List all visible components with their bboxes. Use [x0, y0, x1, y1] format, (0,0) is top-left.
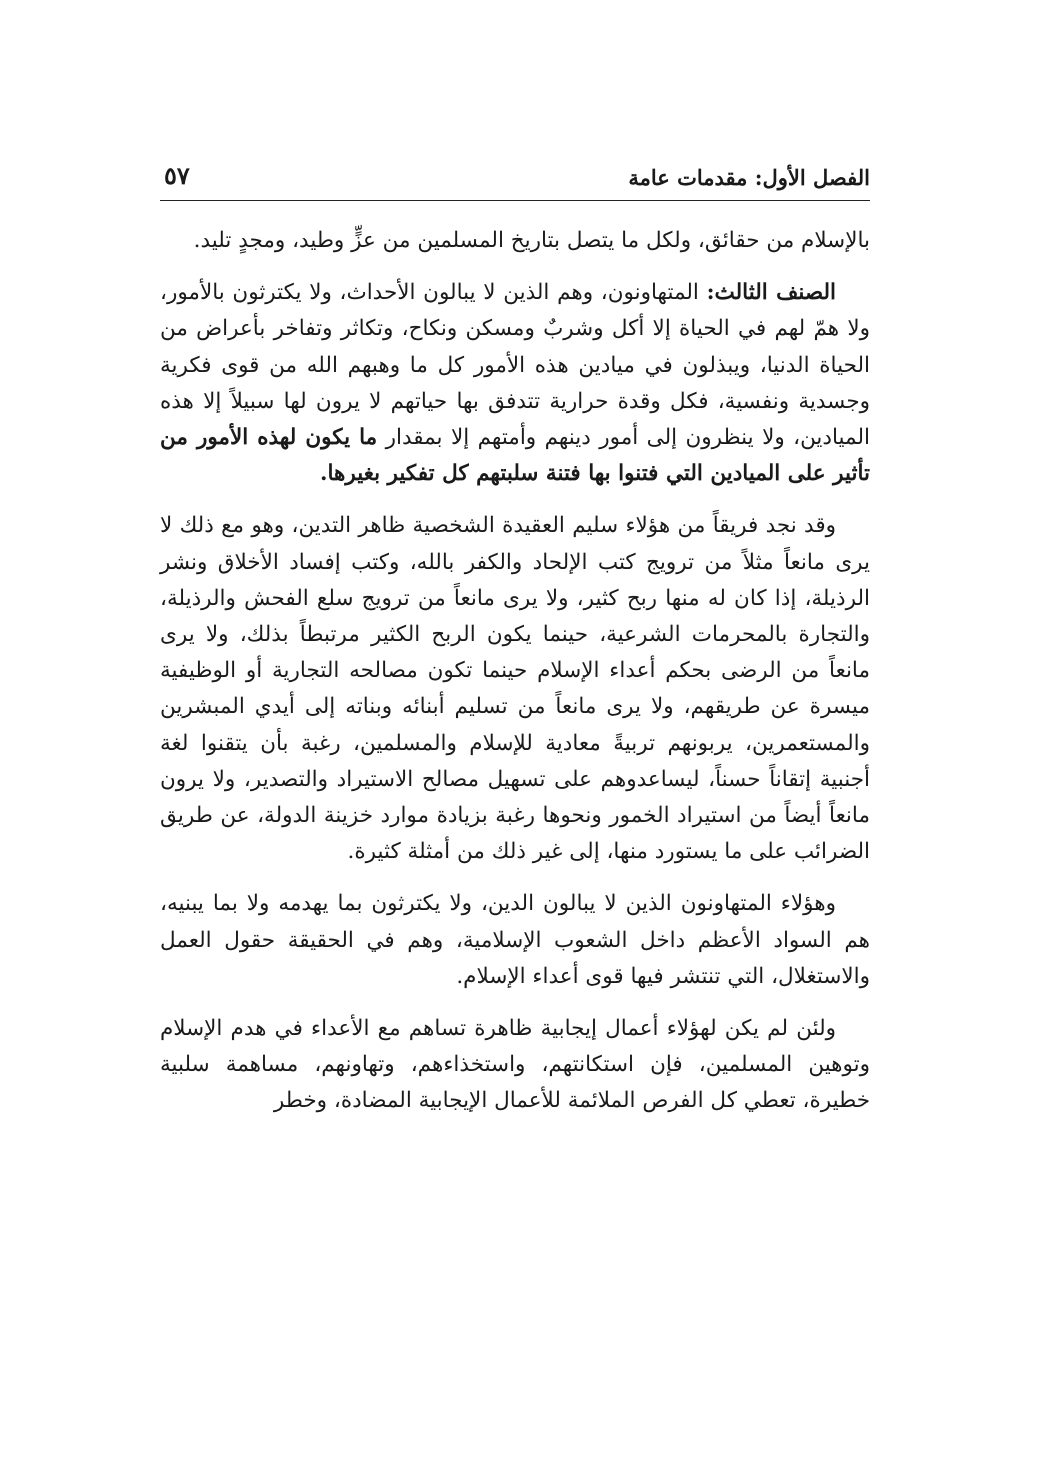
book-page — [160, 150, 870, 1136]
section-label: الصنف الثالث: — [706, 280, 836, 306]
text-segment: ولئن لم يكن لهؤلاء أعمال إيجابية ظاهرة تساهم مع الأعداء في هدم الإسلام وتوهين المسلمين، فإن استكانتهم، واستخذاءهم، وتهاونهم، مساهمة سلبية خطيرة، تعطي كل الفرص الملائمة للأعمال الإيجابية المضادة، وخطر — [160, 1016, 870, 1114]
paragraph-negative-contribution — [160, 1011, 870, 1120]
text-segment: وهؤلاء المتهاونون الذين لا يبالون الدين، ولا يكترثون بما يهدمه ولا بما يبنيه، هم السواد الأعظم داخل الشعوب الإسلامية، وهم في الحقيقة حقول العمل والاستغلال، التي تنتشر فيها قوى أعداء الإسلام. — [160, 891, 870, 989]
text-segment: بالإسلام من حقائق، ولكل ما يتصل بتاريخ المسلمين من عزٍّ وطيد، ومجدٍ تليد. — [193, 228, 870, 253]
text-segment: وقد نجد فريقاً من هؤلاء سليم العقيدة الشخصية ظاهر التدين، وهو مع ذلك لا يرى مانعاً مثلاً من ترويج كتب الإلحاد والكفر بالله، وكتب إفساد الأخلاق ونشر الرذيلة، إذا كان له منها ربح كثير، ولا يرى مانعاً من ترويج سلع الفحش والرذيلة، والتجارة بالمحرمات الشرعية، حينما يكون الربح الكثير مرتبطاً بذلك، ولا يرى مانعاً من الرضى بحكم أعداء الإسلام حينما تكون مصالحه التجارية أو الوظيفية ميسرة عن طريقهم، ولا يرى مانعاً من تسليم أبنائه وبناته إلى أيدي المبشرين والمستعمرين، يربونهم تربيةً معادية للإسلام والمسلمين، رغبة بأن يتقنوا لغة أجنبية إتقاناً حسناً، ليساعدوهم على تسهيل مصالح الاستيراد والتصدير، ولا يرون مانعاً أيضاً من استيراد الخمور ونحوها رغبة بزيادة موارد خزينة الدولة، عن طريق الضرائب على ما يستورد منها، إلى غير ذلك من أمثلة كثيرة. — [160, 513, 870, 865]
text-segment: المتهاونون، وهم الذين لا يبالون الأحداث، ولا يكترثون بالأمور، ولا همّ لهم في الحياة إلا أكل وشربٌ ومسكن ونكاح، وتكاثر وتفاخر بأعراض من الحياة الدنيا، ويبذلون في ميادين هذه الأمور كل ما وهبهم الله من قوى فكرية وجسدية ونفسية، فكل وقدة حرارية تتدفق بها حياتهم لا يرون لها سبيلاً إلا هذه الميادين، ولا ينظرون إلى أمور دينهم وأمتهم إلا بمقدار — [160, 280, 870, 451]
chapter-title: الفصل الأول: مقدمات عامة — [628, 165, 870, 190]
paragraph-continuation — [160, 223, 870, 259]
running-header — [160, 150, 870, 201]
page-number: ٥٧ — [164, 161, 190, 190]
text-segment-bold: ما يكون لهذه الأمور من تأثير على الميادين التي فتنوا بها فتنة سلبتهم كل تفكير بغيرها. — [160, 425, 870, 487]
body-text — [160, 223, 870, 1120]
paragraph-majority — [160, 886, 870, 995]
paragraph-examples — [160, 508, 870, 870]
paragraph-third-category — [160, 275, 870, 492]
